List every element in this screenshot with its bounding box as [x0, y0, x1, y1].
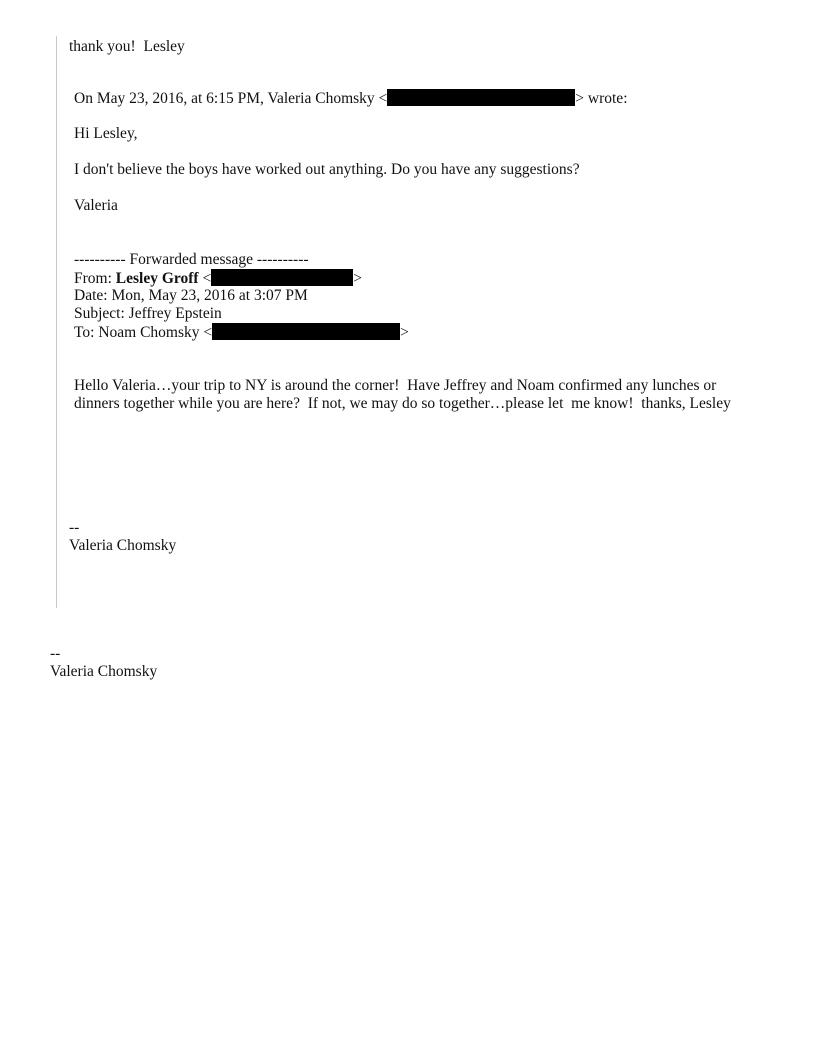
outer-sig-dashes: --: [50, 645, 61, 662]
quote-bar: [56, 36, 57, 608]
redacted-email-box: [211, 269, 353, 286]
quote-signoff: Valeria: [74, 197, 118, 214]
forward-to: [74, 323, 409, 342]
forward-body-line: dinners together while you are here? If not, we may do so together…please let me know! thanks, Lesley: [74, 395, 731, 412]
to-prefix: To: Noam Chomsky <: [74, 324, 213, 341]
to-close: >: [400, 324, 409, 341]
from-label: From:: [74, 270, 116, 287]
redacted-email-box: [387, 89, 575, 106]
forward-separator: ---------- Forwarded message ----------: [74, 251, 309, 268]
quote-greeting: Hi Lesley,: [74, 125, 138, 142]
forward-from: [74, 269, 362, 288]
forward-body-line: Hello Valeria…your trip to NY is around the corner! Have Jeffrey and Noam confirmed any lunches or: [74, 377, 717, 394]
redacted-email-box: [212, 323, 400, 340]
attribution-suffix: > wrote:: [575, 90, 628, 107]
from-open: <: [198, 270, 212, 287]
quote-sig-dashes: --: [69, 519, 80, 536]
quote-body: I don't believe the boys have worked out anything. Do you have any suggestions?: [74, 161, 580, 178]
quote-attribution: [74, 89, 628, 108]
outer-sig-name: Valeria Chomsky: [50, 663, 158, 680]
from-close: >: [353, 270, 362, 287]
from-name: Lesley Groff: [115, 270, 199, 287]
quote-sig-name: Valeria Chomsky: [69, 537, 177, 554]
forward-date: Date: Mon, May 23, 2016 at 3:07 PM: [74, 287, 308, 304]
forward-subject: Subject: Jeffrey Epstein: [74, 305, 222, 322]
attribution-prefix: On May 23, 2016, at 6:15 PM, Valeria Chomsky <: [74, 90, 388, 107]
reply-text: thank you! Lesley: [69, 38, 185, 55]
